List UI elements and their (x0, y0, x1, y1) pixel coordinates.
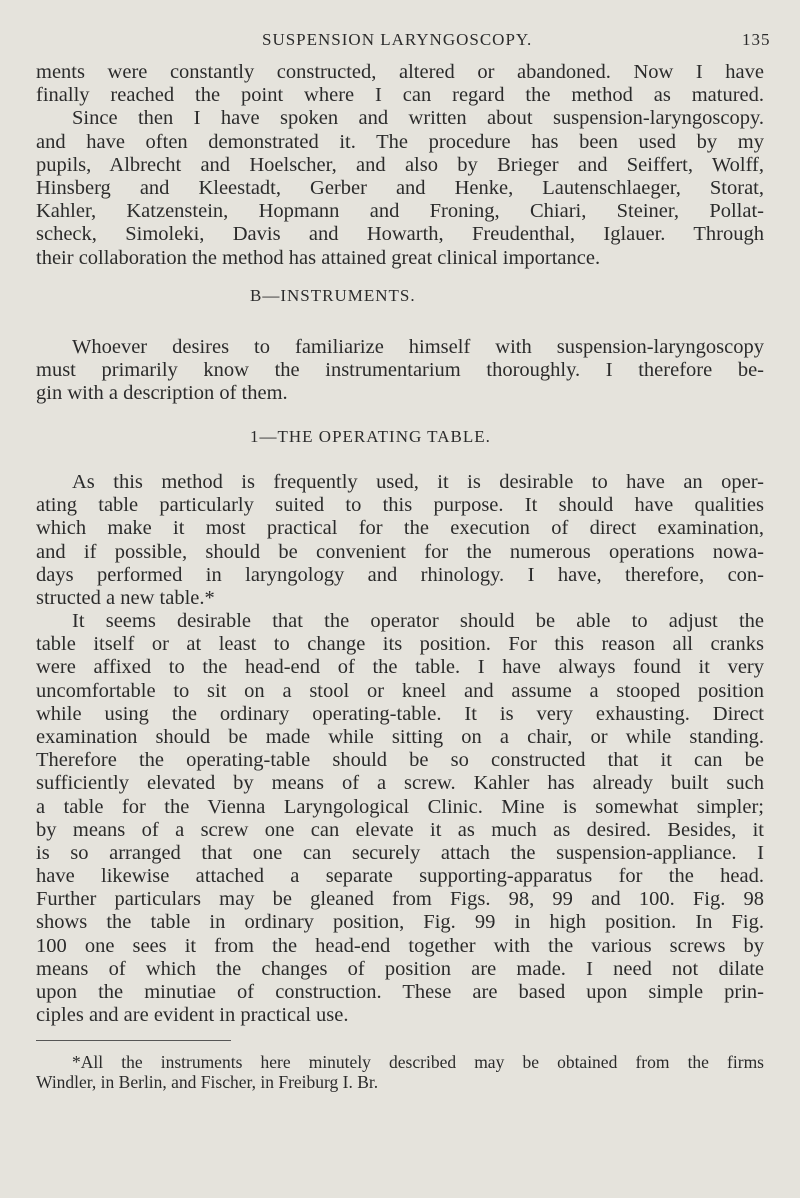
text-line: finally reached the point where I can regard the method as matured. (36, 84, 764, 107)
subsection-heading: 1—THE OPERATING TABLE. (250, 427, 491, 446)
text-line: Windler, in Berlin, and Fischer, in Freiburg I. Br. (36, 1072, 379, 1092)
text-line: Since then I have spoken and written about suspension-laryngoscopy. (72, 107, 764, 130)
text-line: As this method is frequently used, it is desirable to have an oper- (72, 471, 764, 493)
text-line: and if possible, should be convenient for the numerous operations nowa- (36, 540, 764, 563)
text-line: examination should be made while sitting on a chair, or while standing. (36, 725, 764, 748)
text-line: is so arranged that one can securely attach the suspension-appliance. I (36, 841, 764, 864)
text-line: a table for the Vienna Laryngological Clinic. Mine is somewhat simpler; (36, 795, 764, 818)
paragraph (36, 336, 764, 406)
text-line: their collaboration the method has attained great clinical importance. (36, 246, 601, 269)
text-line: pupils, Albrecht and Hoelscher, and also by Brieger and Seiffert, Wolff, (36, 153, 764, 176)
paragraph (36, 610, 764, 1027)
text-line: by means of a screw one can elevate it as much as desired. Besides, it (36, 818, 764, 841)
text-line: structed a new table.* (36, 586, 215, 609)
text-line: scheck, Simoleki, Davis and Howarth, Freudenthal, Iglauer. Through (36, 223, 764, 246)
text-line: *All the instruments here minutely described may be obtained from the firms (72, 1052, 764, 1072)
running-title: SUSPENSION LARYNGOSCOPY. (262, 30, 533, 49)
text-line: upon the minutiae of construction. These are based upon simple prin- (36, 981, 764, 1003)
text-line: shows the table in ordinary position, Fig. 99 in high position. In Fig. (36, 911, 764, 934)
text-line: ating table particularly suited to this purpose. It should have qualities (36, 494, 764, 517)
text-line: Whoever desires to familiarize himself with suspension-laryngoscopy (72, 336, 764, 358)
paragraph (36, 471, 764, 610)
footnote (36, 1052, 764, 1092)
text-line: ciples and are evident in practical use. (36, 1004, 349, 1027)
text-line: were affixed to the head-end of the table. I have always found it very (36, 656, 764, 679)
text-line: ments were constantly constructed, altered or abandoned. Now I have (36, 61, 764, 83)
page-number: 135 (742, 30, 771, 49)
paragraph (36, 61, 764, 270)
text-line: table itself or at least to change its position. For this reason all cranks (36, 633, 764, 656)
text-line: which make it most practical for the execution of direct examination, (36, 517, 764, 540)
text-line: and have often demonstrated it. The procedure has been used by my (36, 130, 764, 153)
text-line: while using the ordinary operating-table. It is very exhausting. Direct (36, 702, 764, 725)
text-line: uncomfortable to sit on a stool or kneel and assume a stooped position (36, 679, 764, 702)
text-line: Therefore the operating-table should be so constructed that it can be (36, 749, 764, 772)
text-line: 100 one sees it from the head-end together with the various screws by (36, 934, 764, 957)
text-line: Kahler, Katzenstein, Hopmann and Froning, Chiari, Steiner, Pollat- (36, 200, 764, 223)
text-line: means of which the changes of position are made. I need not dilate (36, 957, 764, 980)
text-line: Hinsberg and Kleestadt, Gerber and Henke, Lautenschlaeger, Storat, (36, 176, 764, 199)
text-line: have likewise attached a separate supporting-apparatus for the head. (36, 865, 764, 888)
text-line: days performed in laryngology and rhinology. I have, therefore, con- (36, 563, 764, 586)
text-line: Further particulars may be gleaned from Figs. 98, 99 and 100. Fig. 98 (36, 888, 764, 911)
text-line: gin with a description of them. (36, 382, 288, 405)
footnote-rule (36, 1040, 231, 1041)
text-line: must primarily know the instrumentarium thoroughly. I therefore be- (36, 359, 764, 382)
text-line: It seems desirable that the operator should be able to adjust the (72, 610, 764, 632)
section-heading: B—INSTRUMENTS. (250, 286, 416, 305)
text-line: sufficiently elevated by means of a screw. Kahler has already built such (36, 772, 764, 795)
